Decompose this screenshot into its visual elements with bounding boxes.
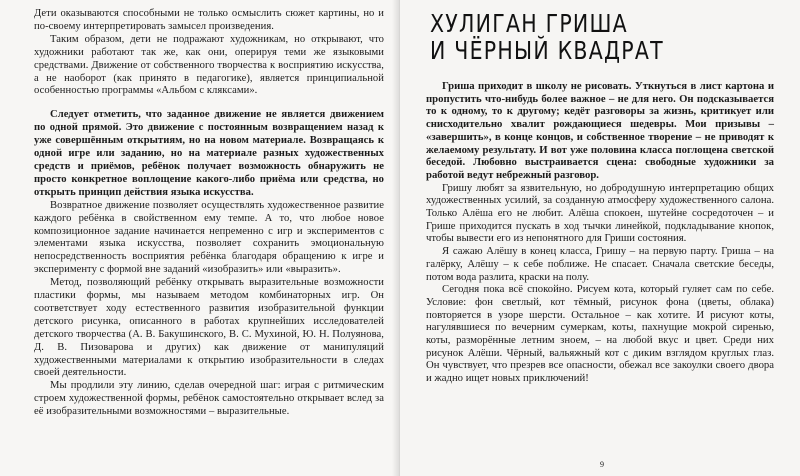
right-paragraph-2: Гришу любят за язвительную, но добродушную интерпретацию общих художественных усилий, за созданную атмосферу художественного салона. Только Алёша его не любит. Алёша спокоен, шутейне сосредоточен – и Грише приходится пускать в ход тычки линейкой, подкладывание кнопок, чтобы вывести его из непонятного для Гриши состояния.	[426, 181, 774, 245]
left-paragraph-3: Следует отметить, что заданное движение не является движением по одной прямой. Это движение с постоянным возвращением назад к уже совершённым открытиям, но на новом материале. Возвращаясь к одной игре или заданию, но на материале разных художественных средств и приёмов, ребёнок получает возможность обнаружить не просто конкретное воплощение какого-либо приёма или средства, но открыть принцип действия языка искусства.	[34, 109, 384, 198]
left-paragraph-2: Таким образом, дети не подражают художникам, но открывают, что художники работают так же, как они, оперируя теми же языковыми средствами. Движение от собственного творчества к восприятию искусства, а не наоборот (как принято в педагогике), является принципиальной особенностью программы «Альбом с кляксами».	[34, 33, 384, 97]
left-paragraph-5: Метод, позволяющий ребёнку открывать выразительные возможности пластики формы, мы называем методом комбинаторных игр. Он соответствует ходу естественного развития изобразительной функции детского рисунка, описанного в работах крупнейших исследователей детского творчества (А. В. Бакушинского, В. С. Мухиной, Ю. Н. Полуянова, Д. В. Пизоварова и других) как движение от манипуляций художественными материалами к открытию изобразительности в следах своей деятельности.	[34, 277, 384, 379]
chapter-title	[430, 10, 712, 64]
left-paragraph-6: Мы продлили эту линию, сделав очередной шаг: играя с ритмическим строем художественной формы, ребёнок самостоятельно открывает вслед за её изобразительными возможностями – выразительные.	[34, 380, 384, 418]
chapter-title-line-2: И ЧЁРНЫЙ КВАДРАТ	[430, 36, 664, 65]
right-paragraph-3: Я сажаю Алёшу в конец класса, Гришу – на первую парту. Гриша – на галёрку, Алёшу – к себе поближе. Не спасает. Сначала светские беседы, потом вода разлита, краски на полу.	[426, 245, 774, 283]
left-paragraph-1: Дети оказываются способными не только осмыслить сюжет картины, но и по-своему интерпретировать замысел произведения.	[34, 8, 384, 32]
page-number: 9	[600, 460, 604, 469]
left-paragraph-4: Возвратное движение позволяет осуществлять художественное развитие каждого ребёнка в свойственном ему темпе. А то, что любое новое композиционное задание начинается непременно с игр и экспериментов с элементами языка искусства, позволяет сохранить эмоциональную непосредственность восприятия ребёнка благодаря обращению к игре и эксперименту с формой вне заданий «изобразить» или «выразить».	[34, 199, 384, 276]
right-page	[400, 0, 800, 476]
right-paragraph-1: Гриша приходит в школу не рисовать. Уткнуться в лист картона и пропустить что-нибудь более важное – не для него. Он подсказывается то к одному, то к другому; кедёт разговоры за жизнь, критикует или снисходительно хвалит рождающиеся шедевры. Мои призывы – «завершить», в конце концов, и собственное творение – не приводят к желаемому результату. И вот уже половина класса поглощена светской беседой. Любовно выстраивается сцена: свободные художники за работой ведут небрежный разговор.	[426, 80, 774, 181]
right-paragraph-4: Сегодня пока всё спокойно. Рисуем кота, который гуляет сам по себе. Условие: фон светлый, кот тёмный, рисунок фона (цветы, облака) повторяется в узоре шерсти. Остальное – как хотите. И рисуют коты, нагулявшиеся по вечерним сумеркам, коты, пахнущие мокрой сиренью, коты, разморённые летним зноем, – на любой вкус и цвет. Среди них рисунок Алёши. Чёрный, вальяжный кот с диким взглядом круглых глаз. Он чувствует, что презрев все опасности, обежал все закоулки своего двора и жадно ищет новых приключений!	[426, 283, 774, 385]
chapter-title-line-1: ХУЛИГАН ГРИША	[430, 9, 628, 38]
